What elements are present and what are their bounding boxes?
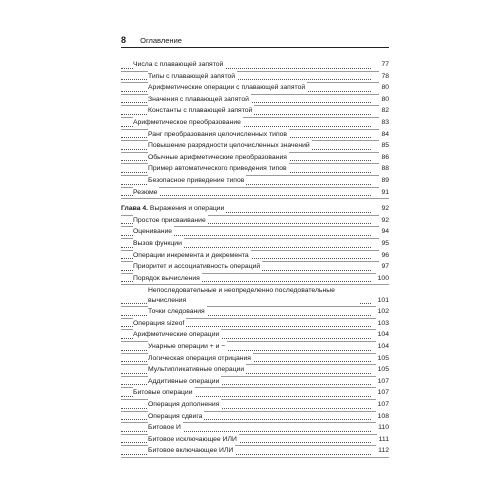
entry-title bbox=[148, 82, 307, 94]
entry-title bbox=[148, 445, 235, 457]
entry-page-number: 111 bbox=[377, 434, 389, 446]
entry-title bbox=[148, 129, 289, 141]
entry-page-number: 100 bbox=[376, 273, 389, 285]
entry-title bbox=[148, 175, 246, 187]
entry-page-number: 103 bbox=[376, 318, 389, 330]
entry-title bbox=[133, 329, 221, 341]
entry-title bbox=[148, 306, 207, 318]
entry-page-number: 84 bbox=[379, 129, 389, 141]
entry-title bbox=[133, 59, 225, 71]
entry-text: Точки следования bbox=[148, 308, 205, 316]
entry-title bbox=[133, 273, 202, 285]
entry-page-number: 80 bbox=[379, 82, 389, 94]
entry-title bbox=[133, 318, 186, 330]
entry-text: Пример автоматического приведения типов bbox=[148, 165, 287, 173]
entry-text: Мультипликативные операции bbox=[148, 366, 245, 374]
entry-title bbox=[148, 140, 312, 152]
entry-text: Арифметические операции bbox=[133, 331, 220, 339]
entry-text: Порядок вычисления bbox=[133, 274, 200, 282]
entry-page-number: 80 bbox=[379, 94, 389, 106]
entry-title bbox=[148, 94, 251, 106]
entry-page-number: 97 bbox=[379, 261, 389, 273]
entry-text: Непоследовательные и неопределенно последовательные вычисления bbox=[148, 287, 335, 305]
toc-entry bbox=[121, 446, 389, 458]
entry-text: Ранг преобразования целочисленных типов bbox=[148, 130, 288, 138]
entry-text: Операции инкремента и декремента bbox=[133, 251, 249, 259]
entry-page-number: 104 bbox=[376, 341, 389, 353]
page-number: 8 bbox=[121, 35, 127, 45]
entry-title bbox=[133, 215, 208, 227]
entry-page-number: 110 bbox=[376, 422, 389, 434]
entry-page-number: 95 bbox=[379, 238, 389, 250]
entry-page-number: 82 bbox=[379, 105, 389, 117]
table-of-contents bbox=[121, 60, 389, 458]
entry-text: Числа с плавающей запятой bbox=[133, 61, 224, 68]
entry-page-number: 104 bbox=[376, 329, 389, 341]
entry-page-number: 78 bbox=[379, 71, 389, 83]
entry-text: Безопасное приведение типов bbox=[148, 176, 245, 184]
entry-title bbox=[133, 117, 243, 129]
entry-text: Битовое включающее ИЛИ bbox=[148, 447, 234, 455]
entry-text: Типы с плавающей запятой bbox=[148, 72, 236, 80]
entry-title bbox=[133, 238, 184, 250]
entry-text: Операция sizeof bbox=[133, 319, 185, 327]
entry-text: Резюме bbox=[133, 188, 158, 196]
entry-text: Битовые операции bbox=[133, 389, 193, 397]
entry-title bbox=[148, 399, 221, 411]
toc-entry bbox=[121, 188, 389, 200]
entry-title bbox=[148, 163, 289, 175]
entry-title bbox=[148, 105, 254, 117]
entry-title bbox=[148, 353, 253, 365]
entry-text: Операция дополнения bbox=[148, 401, 220, 409]
running-header bbox=[121, 33, 391, 47]
entry-text: Выражения и операции bbox=[148, 205, 225, 213]
toc-entry bbox=[121, 176, 389, 188]
entry-title bbox=[148, 152, 289, 164]
entry-title bbox=[148, 376, 221, 388]
entry-title bbox=[148, 286, 360, 306]
entry-page-number: 107 bbox=[376, 387, 389, 399]
entry-page-number: 86 bbox=[379, 152, 389, 164]
entry-page-number: 83 bbox=[379, 117, 389, 129]
toc-entry bbox=[121, 285, 389, 307]
entry-title bbox=[148, 364, 246, 376]
entry-title bbox=[148, 422, 183, 434]
entry-text: Оценивание bbox=[133, 228, 173, 236]
entry-page-number: 96 bbox=[379, 250, 389, 262]
entry-title bbox=[133, 261, 262, 273]
entry-page-number: 92 bbox=[379, 215, 389, 227]
entry-text: Повышение разрядности целочисленных значений bbox=[148, 142, 310, 150]
entry-page-number: 94 bbox=[379, 226, 389, 238]
running-title: Оглавление bbox=[140, 36, 182, 45]
header-rule bbox=[121, 47, 389, 48]
entry-title bbox=[133, 187, 159, 199]
entry-text: Битовое И bbox=[148, 424, 181, 432]
entry-text: Логическая операция отрицания bbox=[148, 354, 251, 362]
entry-page-number: 101 bbox=[377, 297, 389, 305]
entry-title bbox=[148, 434, 239, 446]
entry-text: Арифметическое преобразование bbox=[133, 118, 241, 126]
entry-page-number: 105 bbox=[376, 353, 389, 365]
entry-title bbox=[148, 71, 237, 83]
entry-title bbox=[148, 341, 227, 353]
entry-text: Обычные арифметические преобразования bbox=[148, 153, 287, 161]
entry-text: Вызов функции bbox=[133, 239, 182, 247]
entry-text: Простое присваивание bbox=[133, 216, 206, 224]
entry-text: Аддитивные операции bbox=[148, 377, 220, 385]
entry-page-number: 92 bbox=[379, 203, 389, 215]
entry-title bbox=[133, 250, 251, 262]
entry-title bbox=[133, 226, 174, 238]
entry-text: Битовое исключающее ИЛИ bbox=[148, 435, 237, 443]
entry-text: Операция сдвига bbox=[148, 412, 203, 420]
entry-page-number: 102 bbox=[376, 306, 389, 318]
entry-title bbox=[133, 387, 195, 399]
entry-page-number: 107 bbox=[376, 399, 389, 411]
entry-title bbox=[121, 203, 226, 215]
entry-page-number: 85 bbox=[379, 140, 389, 152]
toc-entry bbox=[121, 274, 389, 286]
entry-page-number: 107 bbox=[376, 376, 389, 388]
entry-text: Константы с плавающей запятой bbox=[148, 107, 253, 115]
entry-text: Значения с плавающей запятой bbox=[148, 95, 249, 103]
entry-page-number: 91 bbox=[379, 187, 389, 199]
entry-page-number: 89 bbox=[379, 175, 389, 187]
entry-page-number: 77 bbox=[379, 59, 389, 71]
entry-title bbox=[148, 411, 204, 423]
entry-text: Арифметические операции с плавающей запятой bbox=[148, 84, 306, 92]
entry-text: Унарные операции + и − bbox=[148, 343, 226, 351]
chapter-label: Глава 4. bbox=[121, 205, 149, 213]
entry-page-number: 88 bbox=[379, 163, 389, 175]
entry-text: Приоритет и ассоциативность операций bbox=[133, 263, 261, 271]
entry-page-number: 112 bbox=[376, 445, 389, 457]
entry-page-number: 105 bbox=[376, 364, 389, 376]
entry-page-number: 108 bbox=[376, 411, 389, 423]
